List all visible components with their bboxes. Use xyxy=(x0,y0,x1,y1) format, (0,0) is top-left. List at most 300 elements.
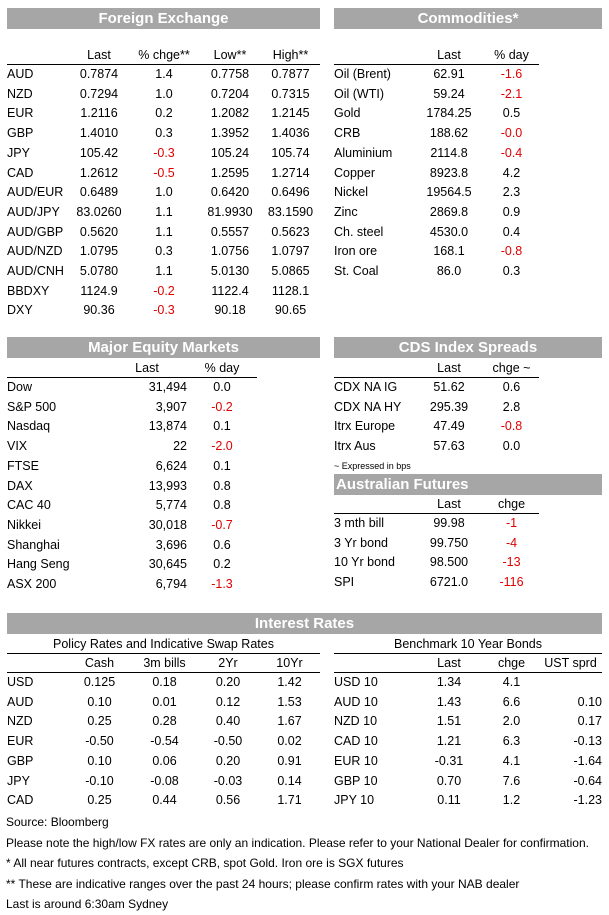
fx-row-last: 105.42 xyxy=(79,145,119,160)
fx-row-last: 1.4010 xyxy=(79,126,119,141)
bond-row-sprd: -0.64 xyxy=(573,773,602,788)
policy-row-name: JPY xyxy=(7,773,30,788)
commodity-row-name: Gold xyxy=(334,106,361,121)
policy-row-y10: 0.02 xyxy=(277,734,302,749)
cds-table xyxy=(334,359,539,457)
fx-row-name: AUD xyxy=(7,67,34,81)
fx-row-name: JPY xyxy=(7,145,30,160)
bonds-subtitle: Benchmark 10 Year Bonds xyxy=(334,635,602,654)
bonds-table xyxy=(334,654,602,811)
commodity-row-chg: -0.0 xyxy=(500,126,523,141)
footer-fx-note: Please note the high/low FX rates are only an indication. Please refer to your National Dealer for confirmation. xyxy=(6,835,589,850)
cds-row-chg: 0.6 xyxy=(502,380,521,394)
commodity-row-chg: 0.9 xyxy=(502,204,521,219)
footer-range-note: ** These are indicative ranges over the past 24 hours; please confirm rates with your NAB dealer xyxy=(6,876,520,891)
bond-row-last: 0.11 xyxy=(437,793,461,808)
bond-row-last: 1.21 xyxy=(436,734,462,749)
bond-row-chg: 7.6 xyxy=(502,773,521,788)
futures-row-chg: -13 xyxy=(502,555,521,570)
fx-row xyxy=(7,242,320,262)
commodity-row-name: Ch. steel xyxy=(334,224,384,239)
bond-col-last: Last xyxy=(437,656,461,670)
fx-col-chge: % chge** xyxy=(138,48,190,62)
fx-row-high: 1.2714 xyxy=(271,165,310,180)
cds-row xyxy=(334,417,539,437)
policy-row-name: USD xyxy=(7,675,34,689)
bonds-panel xyxy=(334,635,602,811)
policy-row-bills: 0.44 xyxy=(152,793,177,808)
policy-rates-panel xyxy=(7,635,320,811)
equity-row-name: Nasdaq xyxy=(7,419,51,434)
futures-row-name: 3 mth bill xyxy=(334,516,385,530)
commodities-column-headers xyxy=(334,46,539,65)
fx-row-high: 1.2145 xyxy=(271,106,310,121)
futures-row-chg: -1 xyxy=(505,516,518,530)
fx-row-low: 105.24 xyxy=(210,145,250,160)
fx-row xyxy=(7,223,320,243)
equity-row-chg: 0.6 xyxy=(213,537,231,552)
bond-row xyxy=(334,693,602,713)
fx-row xyxy=(7,124,320,144)
bond-row-name: GBP 10 xyxy=(334,773,378,788)
cds-row-last: 295.39 xyxy=(429,399,469,414)
fx-col-name xyxy=(7,46,69,65)
bond-row-chg: 1.2 xyxy=(502,793,521,808)
equity-row xyxy=(7,555,257,575)
policy-row-name: CAD xyxy=(7,793,34,808)
policy-row-y2: 0.12 xyxy=(215,694,241,709)
futures-row-last: 98.500 xyxy=(429,555,469,570)
fx-row-last: 83.0260 xyxy=(76,204,122,219)
fx-row-high: 0.7877 xyxy=(271,67,310,81)
fx-row-low: 0.5557 xyxy=(210,224,250,239)
fx-row xyxy=(7,282,320,302)
footer-futures-note: * All near futures contracts, except CRB, spot Gold. Iron ore is SGX futures xyxy=(6,856,404,870)
fx-row-chg: -0.3 xyxy=(153,145,175,160)
fx-row-low: 5.0130 xyxy=(210,264,250,279)
fx-row-name: DXY xyxy=(7,303,33,318)
equity-row-name: FTSE xyxy=(7,458,39,473)
policy-row-y2: 0.56 xyxy=(215,793,241,808)
commodity-row-name: Copper xyxy=(334,165,375,180)
equity-row-last: 31,494 xyxy=(148,380,187,394)
commodity-row xyxy=(334,164,539,184)
commodity-row-chg: -0.4 xyxy=(500,145,523,160)
fut-col-last: Last xyxy=(437,497,461,511)
equity-table xyxy=(7,359,257,595)
footer-time-note: Last is around 6:30am Sydney xyxy=(6,897,169,911)
bond-col-sprd: UST sprd xyxy=(544,656,597,670)
eq-col-day: % day xyxy=(204,361,240,375)
equity-row-name: Dow xyxy=(7,380,33,394)
policy-row-bills: -0.08 xyxy=(150,773,179,788)
equity-row xyxy=(7,378,257,398)
cds-row-last: 57.63 xyxy=(433,439,465,454)
policy-row-bills: 0.06 xyxy=(152,753,177,768)
equity-row-last: 5,774 xyxy=(155,498,187,513)
cds-column-headers xyxy=(334,359,539,378)
com-col-day: % day xyxy=(494,48,529,62)
cds-title: CDS Index Spreads xyxy=(334,337,602,358)
policy-row-bills: -0.54 xyxy=(150,734,179,749)
bond-row-sprd: 0.17 xyxy=(577,714,602,729)
policy-row-y2: 0.20 xyxy=(215,675,241,689)
bond-row-last: 1.51 xyxy=(436,714,462,729)
fx-row-name: EUR xyxy=(7,106,34,121)
policy-row-cash: 0.10 xyxy=(87,753,112,768)
commodity-row-chg: 4.2 xyxy=(502,165,521,180)
cds-row xyxy=(334,437,539,457)
futures-row-name: 10 Yr bond xyxy=(334,555,395,570)
policy-row-name: EUR xyxy=(7,734,34,749)
policy-row-name: GBP xyxy=(7,753,34,768)
bond-row-name: CAD 10 xyxy=(334,734,378,749)
fx-row xyxy=(7,203,320,223)
fx-row-low: 1122.4 xyxy=(211,283,249,298)
policy-row xyxy=(7,712,320,732)
policy-row-bills: 0.28 xyxy=(152,714,177,729)
futures-table xyxy=(334,495,539,593)
equity-row-name: Hang Seng xyxy=(7,557,70,572)
bond-row-sprd: -0.13 xyxy=(573,734,602,749)
bond-row-sprd: -1.23 xyxy=(573,793,602,808)
fx-title: Foreign Exchange xyxy=(7,8,320,29)
commodity-row-chg: 2.3 xyxy=(502,185,521,200)
cds-row-name: CDX NA HY xyxy=(334,399,402,414)
pol-col-2yr: 2Yr xyxy=(218,656,238,670)
fx-row-last: 0.7294 xyxy=(79,86,119,101)
futures-row xyxy=(334,573,539,593)
policy-row-y10: 1.71 xyxy=(277,793,302,808)
cds-panel xyxy=(334,337,602,473)
fx-column-headers xyxy=(7,46,320,65)
cds-row-chg: 0.0 xyxy=(502,439,521,454)
bond-row xyxy=(334,673,602,693)
policy-row xyxy=(7,693,320,713)
equity-row-last: 30,645 xyxy=(148,557,187,572)
equity-row-chg: -2.0 xyxy=(211,439,233,454)
fx-row-high: 83.1590 xyxy=(267,204,314,219)
equity-row-chg: -1.3 xyxy=(211,577,233,592)
fx-row-last: 0.5620 xyxy=(79,224,119,239)
eq-col-name xyxy=(7,359,107,378)
fx-row xyxy=(7,164,320,184)
policy-rates-table xyxy=(7,654,320,811)
bond-row xyxy=(334,752,602,772)
policy-row-cash: -0.50 xyxy=(85,734,114,749)
fx-row-chg: 1.4 xyxy=(155,67,173,81)
equity-title: Major Equity Markets xyxy=(7,337,320,358)
fx-row xyxy=(7,85,320,105)
policy-row xyxy=(7,772,320,792)
equity-row-chg: 0.8 xyxy=(213,498,231,513)
fx-row-chg: -0.3 xyxy=(153,303,175,318)
policy-row-cash: 0.125 xyxy=(83,675,116,689)
rates-title: Interest Rates xyxy=(7,613,602,634)
fx-row-name: AUD/NZD xyxy=(7,244,63,259)
futures-row-last: 6721.0 xyxy=(429,575,469,590)
equity-row-chg: 0.1 xyxy=(213,458,231,473)
bond-row-chg: 6.3 xyxy=(502,734,521,749)
equity-row xyxy=(7,536,257,556)
fx-row-last: 1.2116 xyxy=(80,106,118,121)
fx-row-low: 1.3952 xyxy=(210,126,250,141)
commodity-row-chg: -0.8 xyxy=(500,244,523,259)
policy-row xyxy=(7,791,320,811)
bond-row-chg: 2.0 xyxy=(502,714,521,729)
futures-row-name: 3 Yr bond xyxy=(334,535,388,550)
eq-col-last: Last xyxy=(135,361,159,375)
futures-row-last: 99.750 xyxy=(429,535,469,550)
policy-row-cash: 0.25 xyxy=(87,714,112,729)
equity-row-chg: 0.1 xyxy=(213,419,231,434)
commodity-row-last: 59.24 xyxy=(433,86,465,101)
futures-panel xyxy=(334,474,602,593)
fut-col-chge: chge xyxy=(497,497,526,511)
fx-row-low: 0.7758 xyxy=(210,67,250,81)
policy-row-y2: 0.40 xyxy=(215,714,241,729)
bond-row-chg: 4.1 xyxy=(502,753,521,768)
equity-row-name: S&P 500 xyxy=(7,399,57,414)
equity-row xyxy=(7,496,257,516)
equity-row-name: CAC 40 xyxy=(7,498,51,513)
equity-row xyxy=(7,575,257,595)
fx-row xyxy=(7,262,320,282)
policy-column-headers xyxy=(7,654,320,673)
fx-row-low: 90.18 xyxy=(214,303,246,318)
policy-row-cash: 0.10 xyxy=(87,694,112,709)
equity-row-name: VIX xyxy=(7,439,28,454)
bond-row-last: 1.34 xyxy=(436,675,462,689)
equity-row-last: 6,794 xyxy=(155,577,187,592)
pol-col-cash: Cash xyxy=(84,656,115,670)
fx-row-high: 5.0865 xyxy=(271,264,310,279)
cds-row xyxy=(334,378,539,398)
fx-row-last: 0.6489 xyxy=(79,185,119,200)
bond-row xyxy=(334,732,602,752)
policy-row-y10: 1.67 xyxy=(277,714,302,729)
policy-row-y2: -0.50 xyxy=(213,734,243,749)
equity-row-last: 30,018 xyxy=(148,517,187,532)
policy-row xyxy=(7,752,320,772)
fx-col-last: Last xyxy=(87,48,111,62)
futures-title: Australian Futures xyxy=(334,474,602,495)
fx-row-chg: 1.0 xyxy=(155,86,173,101)
fx-col-high: High** xyxy=(272,48,309,62)
cds-row-chg: -0.8 xyxy=(500,419,523,434)
policy-row-bills: 0.01 xyxy=(152,694,177,709)
cds-col-chge: chge ~ xyxy=(492,361,531,375)
fx-row-high: 0.5623 xyxy=(271,224,310,239)
equity-row-last: 6,624 xyxy=(155,458,187,473)
bond-row xyxy=(334,772,602,792)
commodity-row-name: CRB xyxy=(334,126,361,141)
commodities-panel xyxy=(334,8,602,282)
equity-row-last: 3,907 xyxy=(155,399,187,414)
policy-row-y10: 0.91 xyxy=(277,753,302,768)
fx-row xyxy=(7,144,320,164)
fx-row xyxy=(7,104,320,124)
commodities-title: Commodities* xyxy=(334,8,602,29)
fx-row-chg: -0.5 xyxy=(153,165,175,180)
policy-subtitle: Policy Rates and Indicative Swap Rates xyxy=(7,635,320,654)
fx-row-name: AUD/CNH xyxy=(7,264,64,279)
equity-row-last: 3,696 xyxy=(155,537,187,552)
equity-row-last: 22 xyxy=(173,439,187,454)
fx-row xyxy=(7,65,320,85)
fx-row-name: AUD/JPY xyxy=(7,204,60,219)
policy-row-name: AUD xyxy=(7,694,34,709)
cds-col-name xyxy=(334,359,414,378)
futures-row-chg: -116 xyxy=(499,575,524,590)
fx-row-last: 5.0780 xyxy=(79,264,119,279)
cds-row-name: CDX NA IG xyxy=(334,380,398,394)
fx-panel xyxy=(7,8,320,321)
pol-col-10yr: 10Yr xyxy=(276,656,303,670)
cds-row-last: 47.49 xyxy=(433,419,465,434)
bond-row-sprd xyxy=(539,673,602,693)
bond-row-last: 1.43 xyxy=(436,694,462,709)
bond-row-name: NZD 10 xyxy=(334,714,378,729)
fx-row-low: 0.6420 xyxy=(210,185,250,200)
equity-row-name: ASX 200 xyxy=(7,577,57,592)
fx-row-chg: 1.1 xyxy=(155,264,173,279)
policy-row-cash: -0.10 xyxy=(85,773,114,788)
equity-row-chg: 0.0 xyxy=(213,380,231,394)
commodity-row xyxy=(334,262,539,282)
bond-row-name: USD 10 xyxy=(334,675,378,689)
fx-row-high: 0.7315 xyxy=(271,86,310,101)
commodity-row-chg: -2.1 xyxy=(500,86,523,101)
commodity-row xyxy=(334,242,539,262)
commodity-row xyxy=(334,85,539,105)
com-col-name xyxy=(334,46,414,65)
equity-row xyxy=(7,417,257,437)
com-col-last: Last xyxy=(437,48,461,62)
policy-row-y2: 0.20 xyxy=(215,753,241,768)
equity-row-chg: 0.8 xyxy=(213,478,231,493)
commodity-row-last: 86.0 xyxy=(436,264,462,279)
fx-row-low: 1.2082 xyxy=(210,106,250,121)
fx-row-chg: 1.1 xyxy=(155,204,173,219)
futures-column-headers xyxy=(334,495,539,514)
commodity-row-last: 4530.0 xyxy=(429,224,469,239)
fx-table xyxy=(7,46,320,321)
fx-row-name: GBP xyxy=(7,126,34,141)
fx-row xyxy=(7,183,320,203)
fx-row-name: AUD/GBP xyxy=(7,224,64,239)
fx-row-chg: 0.3 xyxy=(155,126,173,141)
fx-row-last: 1124.9 xyxy=(80,283,118,298)
fx-col-low: Low** xyxy=(213,48,247,62)
fx-row-name: BBDXY xyxy=(7,283,50,298)
commodity-row xyxy=(334,223,539,243)
commodity-row-last: 2869.8 xyxy=(429,204,469,219)
bond-row xyxy=(334,712,602,732)
cds-row-name: Itrx Europe xyxy=(334,419,396,434)
bond-row-name: JPY 10 xyxy=(334,793,375,808)
futures-row-chg: -4 xyxy=(505,535,518,550)
futures-row-last: 99.98 xyxy=(433,516,465,530)
fx-row-chg: 0.2 xyxy=(155,106,173,121)
bond-row-chg: 6.6 xyxy=(502,694,521,709)
fx-row-chg: -0.2 xyxy=(153,283,175,298)
equity-row xyxy=(7,398,257,418)
cds-row-chg: 2.8 xyxy=(502,399,521,414)
commodity-row-last: 2114.8 xyxy=(430,145,468,160)
fx-row-chg: 1.1 xyxy=(155,224,173,239)
fx-row-last: 0.7874 xyxy=(79,67,119,81)
commodity-row-name: Iron ore xyxy=(334,244,378,259)
equity-row-last: 13,874 xyxy=(148,419,187,434)
equity-column-headers xyxy=(7,359,257,378)
equity-row-name: DAX xyxy=(7,478,33,493)
bond-row-last: -0.31 xyxy=(434,753,464,768)
commodity-row-name: Zinc xyxy=(334,204,358,219)
fx-row-high: 1.4036 xyxy=(271,126,310,141)
bond-row-name: EUR 10 xyxy=(334,753,378,768)
commodity-row-name: Nickel xyxy=(334,185,369,200)
bond-row-sprd: -1.64 xyxy=(573,753,602,768)
commodity-row-name: Aluminium xyxy=(334,145,393,160)
equity-row xyxy=(7,457,257,477)
equity-row-name: Nikkei xyxy=(7,517,42,532)
pol-col-name xyxy=(7,654,67,673)
policy-row-cash: 0.25 xyxy=(87,793,112,808)
fx-row-last: 1.0795 xyxy=(79,244,119,259)
policy-row-y10: 1.53 xyxy=(277,694,302,709)
equity-row xyxy=(7,516,257,536)
commodity-row-chg: 0.5 xyxy=(502,106,521,121)
fx-row-name: NZD xyxy=(7,86,33,101)
bond-row-name: AUD 10 xyxy=(334,694,378,709)
fx-row-low: 0.7204 xyxy=(210,86,250,101)
commodity-row-last: 8923.8 xyxy=(429,165,469,180)
fx-row-high: 1.0797 xyxy=(271,244,310,259)
fx-row-last: 90.36 xyxy=(83,303,115,318)
bond-col-name xyxy=(334,654,414,673)
equity-row-name: Shanghai xyxy=(7,537,60,552)
commodity-row xyxy=(334,65,539,85)
bond-row-sprd: 0.10 xyxy=(577,694,602,709)
fx-row-high: 105.74 xyxy=(271,145,310,160)
fut-col-name xyxy=(334,495,414,514)
fx-row-name: AUD/EUR xyxy=(7,185,64,200)
policy-row-y10: 0.14 xyxy=(277,773,302,788)
policy-row xyxy=(7,732,320,752)
commodity-row-chg: 0.4 xyxy=(502,224,521,239)
equity-panel xyxy=(7,337,320,595)
cds-row-last: 51.62 xyxy=(433,380,465,394)
commodity-row-last: 188.62 xyxy=(429,126,469,141)
commodity-row-last: 168.1 xyxy=(433,244,465,259)
futures-row xyxy=(334,514,539,534)
commodity-row-last: 19564.5 xyxy=(426,185,472,200)
fx-row-chg: 1.0 xyxy=(155,185,173,200)
fx-row-name: CAD xyxy=(7,165,34,180)
futures-row-name: SPI xyxy=(334,575,355,590)
bonds-column-headers xyxy=(334,654,602,673)
commodity-row-chg: 0.3 xyxy=(502,264,521,279)
commodity-row xyxy=(334,124,539,144)
bond-row xyxy=(334,791,602,811)
pol-col-bills: 3m bills xyxy=(143,656,186,670)
fx-row-low: 81.9930 xyxy=(207,204,253,219)
commodity-row-chg: -1.6 xyxy=(500,67,523,81)
futures-row xyxy=(334,553,539,573)
policy-row-bills: 0.18 xyxy=(152,675,177,689)
policy-row-name: NZD xyxy=(7,714,33,729)
